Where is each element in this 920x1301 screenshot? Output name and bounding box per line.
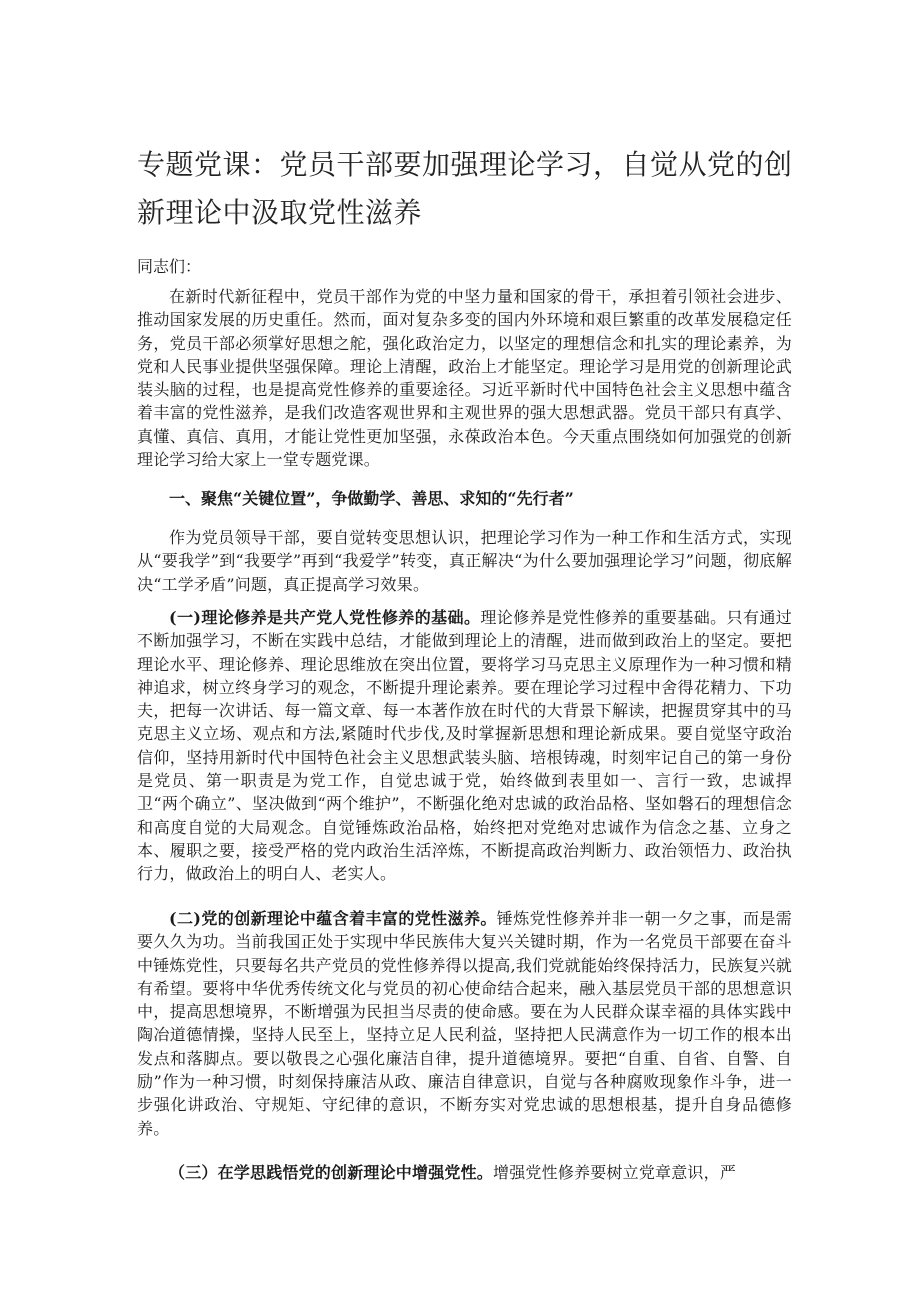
subsection-1-paragraph <box>137 606 792 886</box>
greeting: 同志们： <box>137 257 202 276</box>
subsection-3-heading: （三）在学思践悟党的创新理论中增强党性。 <box>169 1163 494 1182</box>
subsection-1-body: 理论修养是党性修养的重要基础。只有通过不断加强学习，不断在实践中总结，才能做到理论上的清醒，进而做到政治上的坚定。要把理论水平、理论修养、理论思维放在突出位置，要将学习马克思主义原理作为一种习惯和精神追求，树立终身学习的观念，不断提升理论素养。要在理论学习过程中舍得花精力、下功夫，把每一次讲话、每一篇文章、每一本著作放在时代的大背景下解读，把握贯穿其中的马克思主义立场、观点和方法,紧随时代步伐,及时掌握新思想和理论新成果。要自觉坚守政治信仰，坚持用新时代中国特色社会主义思想武装头脑、培根铸魂，时刻牢记自己的第一身份是党员、第一职责是为党工作，自觉忠诚于党，始终做到表里如一、言行一致，忠诚捍卫“两个确立”、坚决做到“两个维护”，不断强化绝对忠诚的政治品格、坚如磐石的理想信念和高度自觉的大局观念。自觉锤炼政治品格，始终把对党绝对忠诚作为信念之基、立身之本、履职之要，接受严格的党内政治生活淬炼，不断提高政治判断力、政治领悟力、政治执行力，做政治上的明白人、老实人。 <box>137 608 792 884</box>
section-1-intro-paragraph: 作为党员领导干部，要自觉转变思想认识，把理论学习作为一种工作和生活方式，实现从“要我学”到“我要学”再到“我爱学”转变，真正解决“为什么要加强理论学习”问题，彻底解决“工学矛盾”问题，真正提高学习效果。 <box>137 528 792 594</box>
subsection-3-body: 增强党性修养要树立党章意识，严 <box>493 1163 737 1182</box>
subsection-2-body: 锤炼党性修养并非一朝一夕之事，而是需要久久为功。当前我国正处于实现中华民族伟大复兴关键时期，作为一名党员干部要在奋斗中锤炼党性，只要每名共产党员的党性修养得以提高,我们党就能始终保持活力，民族复兴就有希望。要将中华优秀传统文化与党员的初心使命结合起来，融入基层党员干部的思想意识中，提高思想境界，不断增强为民担当尽责的使命感。要在为人民群众谋幸福的具体实践中陶冶道德情操，坚持人民至上，坚持立足人民利益，坚持把人民满意作为一切工作的根本出发点和落脚点。要以敬畏之心强化廉洁自律，提升道德境界。要把“自重、自省、自警、自励”作为一种习惯，时刻保持廉洁从政、廉洁自律意识，自觉与各种腐败现象作斗争，进一步强化讲政治、守规矩、守纪律的意识，不断夯实对党忠诚的思想根基，提升自身品德修养。 <box>137 909 792 1138</box>
subsection-3-paragraph <box>137 1161 792 1184</box>
intro-paragraph: 在新时代新征程中，党员干部作为党的中坚力量和国家的骨干，承担着引领社会进步、推动国家发展的历史重任。然而，面对复杂多变的国内外环境和艰巨繁重的改革发展稳定任务，党员干部必须掌好思想之舵，强化政治定力，以坚定的理想信念和扎实的理论素养，为党和人民事业提供坚强保障。理论上清醒，政治上才能坚定。理论学习是用党的创新理论武装头脑的过程，也是提高党性修养的重要途径。习近平新时代中国特色社会主义思想中蕴含着丰富的党性滋养，是我们改造客观世界和主观世界的强大思想武器。党员干部只有真学、真懂、真信、真用，才能让党性更加坚强，永葆政治本色。今天重点围绕如何加强党的创新理论学习给大家上一堂专题党课。 <box>137 287 792 470</box>
subsection-1-heading: (一)理论修养是共产党人党性修养的基础。 <box>169 608 481 627</box>
subsection-2-heading: (二)党的创新理论中蕴含着丰富的党性滋养。 <box>169 909 497 928</box>
section-1-heading: 一、聚焦“关键位置”，争做勤学、善思、求知的“先行者” <box>169 489 574 508</box>
subsection-2-paragraph <box>137 907 792 1140</box>
document-title: 专题党课：党员干部要加强理论学习，自觉从党的创新理论中汲取党性滋养 <box>137 148 793 229</box>
